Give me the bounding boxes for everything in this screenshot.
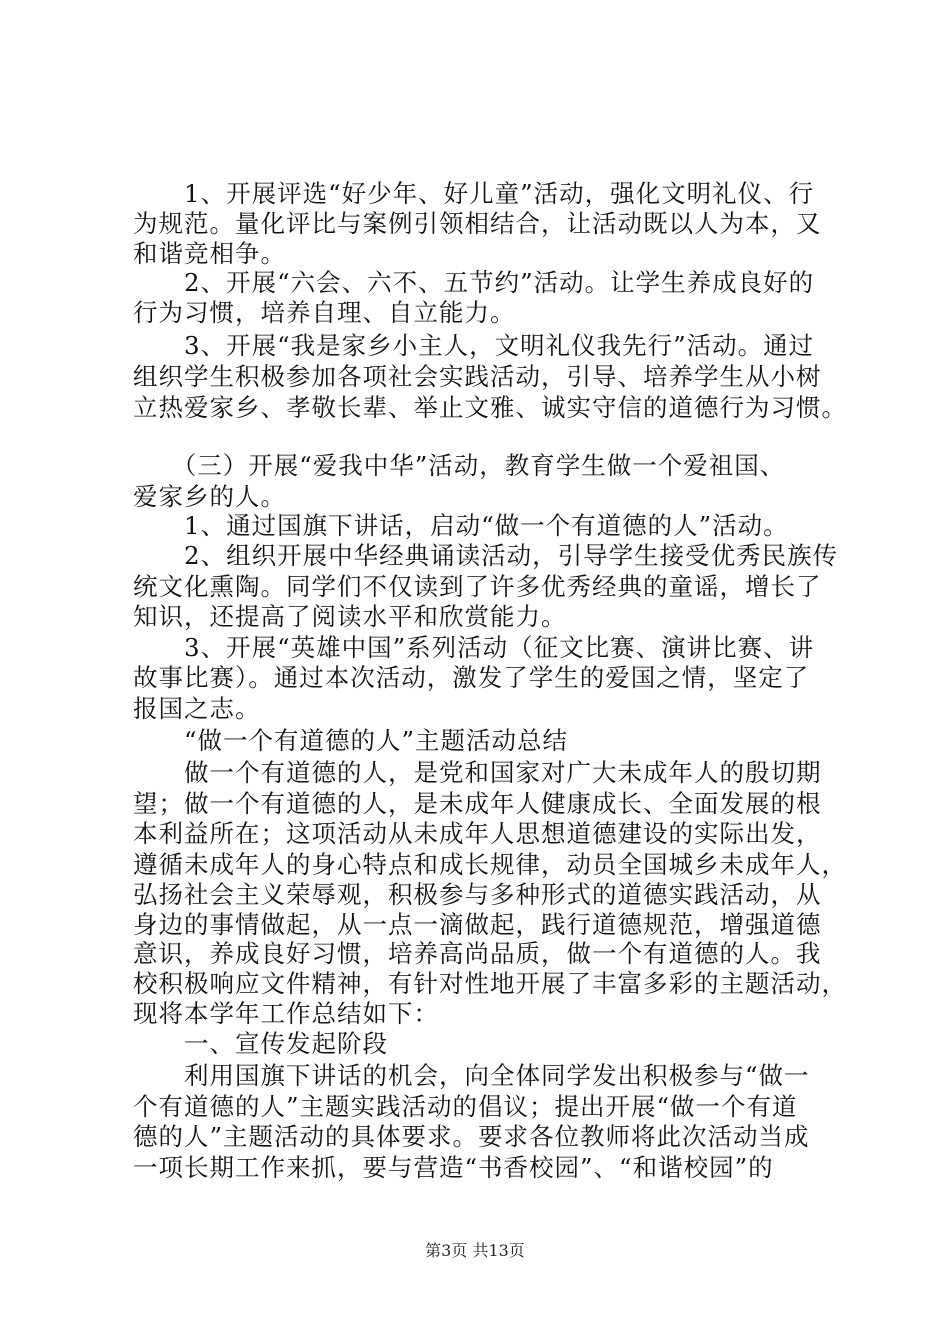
text-line: 弘扬社会主义荣辱观，积极参与多种形式的道德实践活动，从 bbox=[133, 880, 822, 909]
text-line: 3、开展“英雄中国”系列活动（征文比赛、演讲比赛、讲 bbox=[133, 633, 815, 662]
text-line: 立热爱家乡、孝敬长辈、举止文雅、诚实守信的道德行为习惯。 bbox=[133, 393, 847, 422]
section-heading: （三）开展“爱我中华”活动，教育学生做一个爱祖国、 bbox=[133, 451, 786, 480]
text-line: 利用国旗下讲话的机会，向全体同学发出积极参与“做一 bbox=[133, 1061, 810, 1090]
text-line: 校积极响应文件精神，有针对性地开展了丰富多彩的主题活动， bbox=[133, 969, 847, 998]
text-line: 和谐竞相争。 bbox=[133, 239, 286, 268]
page-indicator: 第3页 共13页 bbox=[425, 1241, 525, 1260]
text-line: 做一个有道德的人，是党和国家对广大未成年人的殷切期 bbox=[133, 758, 822, 787]
text-line: 意识，养成良好习惯，培养高尚品质，做一个有道德的人。我 bbox=[133, 939, 822, 968]
text-line: 一项长期工作来抓，要与营造“书香校园”、“和谐校园”的 bbox=[133, 1153, 774, 1182]
text-line: 本利益所在；这项活动从未成年人思想道德建设的实际出发， bbox=[133, 819, 822, 848]
text-line: 故事比赛）。通过本次活动，激发了学生的爱国之情，坚定了 bbox=[133, 663, 810, 692]
text-line: 望；做一个有道德的人，是未成年人健康成长、全面发展的根 bbox=[133, 789, 822, 818]
section-heading: 一、宣传发起阶段 bbox=[133, 1029, 388, 1058]
text-line: 1、通过国旗下讲话，启动“做一个有道德的人”活动。 bbox=[133, 511, 789, 540]
text-line: 为规范。量化评比与案例引领相结合，让活动既以人为本，又 bbox=[133, 209, 822, 238]
text-line: 爱家乡的人。 bbox=[133, 482, 286, 511]
text-line: 德的人”主题活动的具体要求。要求各位教师将此次活动当成 bbox=[133, 1122, 810, 1151]
text-line: 知识，还提高了阅读水平和欣赏能力。 bbox=[133, 602, 567, 631]
text-line: 组织学生积极参加各项社会实践活动，引导、培养学生从小树 bbox=[133, 362, 822, 391]
text-line: 1、开展评选“好少年、好儿童”活动，强化文明礼仪、行 bbox=[133, 179, 815, 208]
article-title: “做一个有道德的人”主题活动总结 bbox=[133, 726, 569, 755]
text-line: 统文化熏陶。同学们不仅读到了许多优秀经典的童谣，增长了 bbox=[133, 572, 822, 601]
text-line: 行为习惯，培养自理、自立能力。 bbox=[133, 298, 516, 327]
text-line: 3、开展“我是家乡小主人，文明礼仪我先行”活动。通过 bbox=[133, 331, 815, 360]
text-line: 2、开展“六会、六不、五节约”活动。让学生养成良好的 bbox=[133, 268, 815, 297]
text-line: 遵循未成年人的身心特点和成长规律，动员全国城乡未成年人， bbox=[133, 850, 847, 879]
text-line: 个有道德的人”主题实践活动的倡议；提出开展“做一个有道 bbox=[133, 1092, 798, 1121]
text-line: 身边的事情做起，从一点一滴做起，践行道德规范，增强道德 bbox=[133, 910, 822, 939]
text-line: 现将本学年工作总结如下： bbox=[133, 999, 439, 1028]
text-line: 报国之志。 bbox=[133, 694, 261, 723]
text-line: 2、组织开展中华经典诵读活动，引导学生接受优秀民族传 bbox=[133, 541, 839, 570]
